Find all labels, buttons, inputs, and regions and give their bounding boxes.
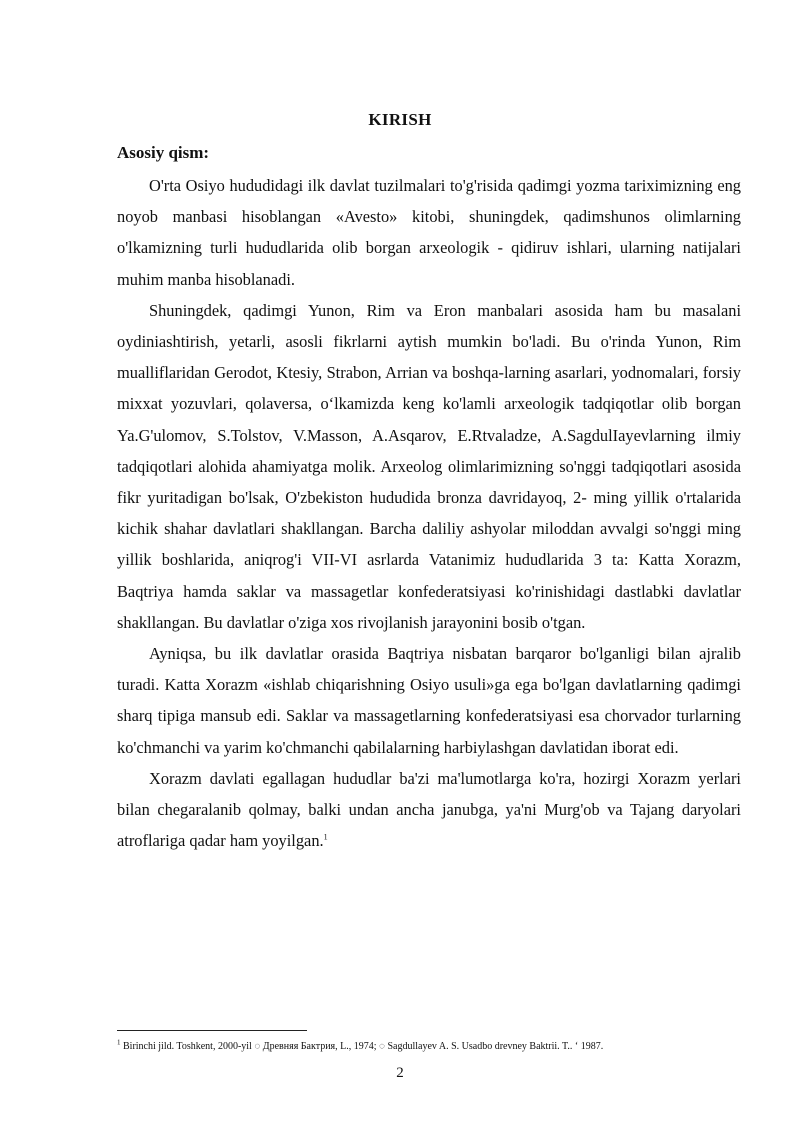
footnote-divider [117, 1030, 307, 1031]
page-title: KIRISH [368, 110, 432, 129]
paragraph-text: Shuningdek, qadimgi Yunon, Rim va Eron manbalari asosida ham bu masalani oydiniashtirish, yetarli, asosli fikrlarni aytish mumkin bo'ladi. Bu o'rinda Yunon, Rim mualliflaridan Gerodot, Ktesiy, Strabon, Arrian va boshqa-larning asarlari, yodnomalari, forsiy mixxat yozuvlari, qolaversa, o‘lkamizda keng ko'lamli arxeologik tadqiqotlar olib borgan Ya.G'ulomov, S.Tolstov, V.Masson, A.Asqarov, E.Rtvaladze, A.SagdulIayevlarning ilmiy tadqiqotlari alohida ahamiyatga molik. Arxeolog olimlarimizning so'nggi tadqiqotlari asosida fikr yuritadigan bo'lsak, O'zbekiston hududida bronza davridayoq, 2- ming yillik o'rtalarida kichik shahar davlatlari shakllangan. Barcha daliliy ashyolar miloddan avvalgi so'nggi ming yillik boshlarida, aniqrog'i VII-VI asrlarda Vatanimiz hududlarida 3 ta: Katta Xorazm, Baqtriya hamda saklar va massagetlar konfederatsiyasi ko'rinishidagi dastlabki davlatlar shakllangan. Bu davlatlar o'ziga xos rivojlanish jarayonini bosib o'tgan. [117, 300, 741, 632]
footnote-marker: 1 [117, 1038, 121, 1047]
footnote [117, 1040, 757, 1053]
footnote-text: Birinchi jild. Toshkent, 2000-yil ◌ Древняя Бактрия, L., 1974; ◌ Sagdullayev A. S. Usadbo drevney Baktrii. T.. ‘ 1987. [123, 1041, 604, 1052]
footnote-reference[interactable]: 1 [323, 832, 328, 842]
paragraph [117, 638, 741, 763]
paragraph-text: Ayniqsa, bu ilk davlatlar orasida Baqtriya nisbatan barqaror bo'lganligi bilan ajralib turadi. Katta Xorazm «ishlab chiqarishning Osiyo usuli»ga ega bo'lgan davlatlarning qadimgi sharq tipiga mansub edi. Saklar va massagetlarning konfederatsiyasi esa chorvador turlarning ko'chmanchi va yarim ko'chmanchi qabilalarning harbiylashgan davlatidan iborat edi. [117, 644, 741, 757]
paragraph-text: O'rta Osiyo hududidagi ilk davlat tuzilmalari to'g'risida qadimgi yozma tariximizning eng noyob manbasi hisoblangan «Avesto» kitobi, shuningdek, qadimshunos olimlarning o'lkamizning turli hududlarida olib borgan arxeologik - qidiruv ishlari, ularning natijalari muhim manba hisoblanadi. [117, 176, 741, 289]
paragraph [117, 170, 741, 295]
paragraph [117, 763, 741, 857]
page-number: 2 [396, 1065, 404, 1081]
paragraph [117, 295, 741, 638]
body-text [117, 170, 741, 856]
paragraph-text: Xorazm davlati egallagan hududlar ba'zi ma'lumotlarga ko'ra, hozirgi Xorazm yerlari bilan chegaralanib qolmay, balki undan ancha janubga, ya'ni Murg'ob va Tajang daryolari atroflariga qadar ham yoyilgan. [117, 768, 741, 851]
section-subheading: Asosiy qism: [117, 143, 210, 162]
